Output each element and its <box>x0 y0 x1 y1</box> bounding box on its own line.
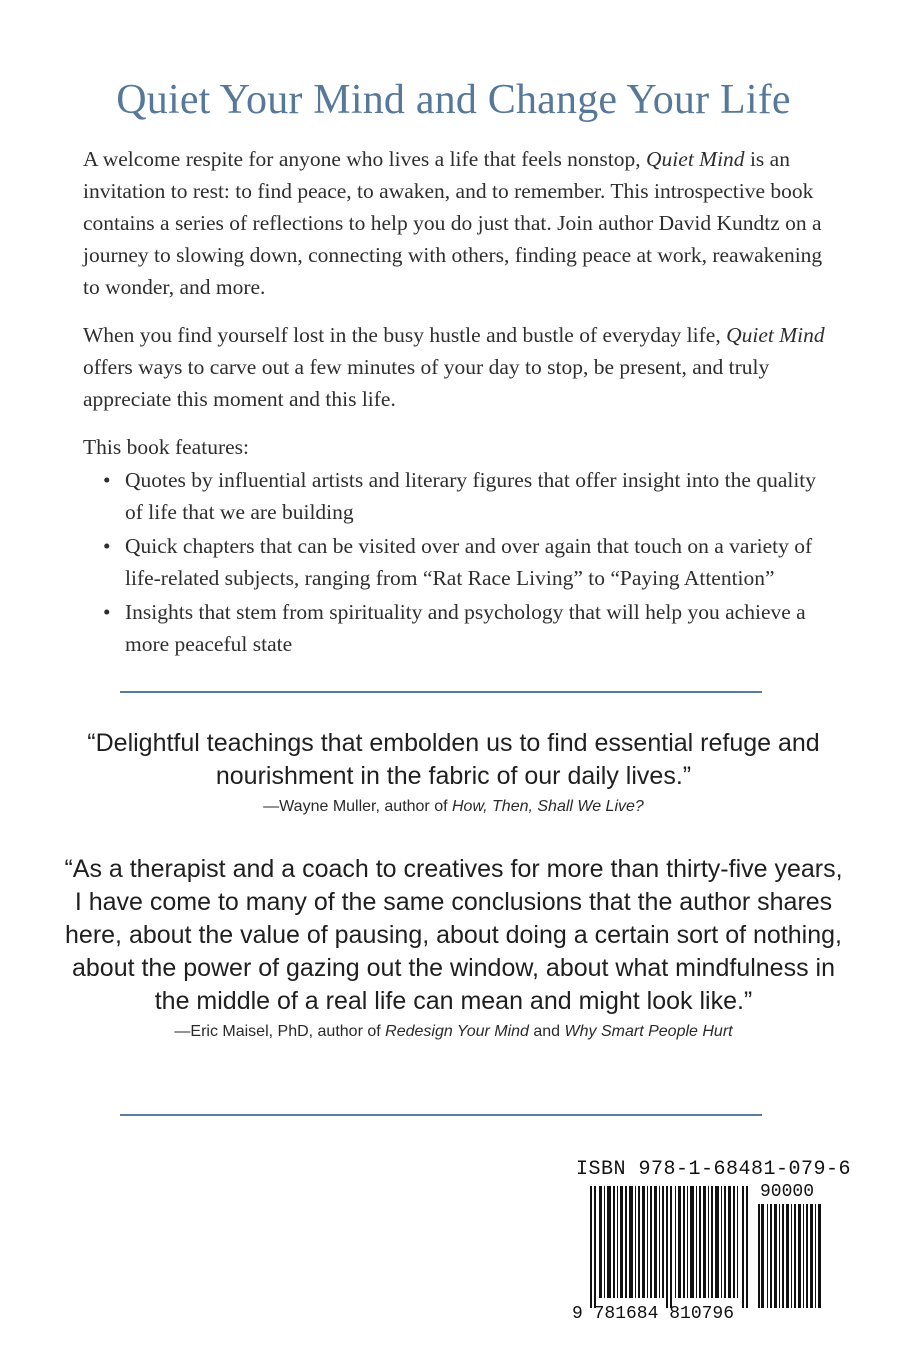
bullet-icon: • <box>103 534 111 558</box>
quote-2-book-2: Why Smart People Hurt <box>564 1023 733 1040</box>
quote-2-author: Eric Maisel <box>190 1023 269 1040</box>
quote-2-and: and <box>528 1023 565 1040</box>
description-paragraph-1 <box>83 143 828 303</box>
p2-text-end: offers ways to carve out a few minutes of your day to stop, be present, and truly appreciate this moment and this life. <box>83 355 770 411</box>
description-paragraph-2 <box>83 319 828 415</box>
quote-1-author: Wayne Muller <box>279 798 376 815</box>
feature-item <box>103 530 828 594</box>
feature-item <box>103 464 828 528</box>
feature-text: Insights that stem from spirituality and psychology that will help you achieve a more peaceful state <box>125 600 806 656</box>
barcode-addon-number: 90000 <box>760 1182 815 1202</box>
barcode-ean-digits: 9 781684 810796 <box>572 1304 735 1324</box>
feature-item <box>103 596 828 660</box>
quote-2-attribution <box>60 1020 847 1044</box>
quote-2-book-1: Redesign Your Mind <box>385 1023 529 1040</box>
quote-1-book: How, Then, Shall We Live? <box>452 798 644 815</box>
bullet-icon: • <box>103 468 111 492</box>
quote-1-author-desc: , author of <box>375 798 452 815</box>
divider-top <box>120 691 762 693</box>
features-intro: This book features: <box>83 435 249 459</box>
p2-text-start: When you find yourself lost in the busy hustle and bustle of everyday life, <box>83 323 727 347</box>
p1-book-title-italic: Quiet Mind <box>646 147 745 171</box>
p1-text-end: is an invitation to rest: to find peace, to awaken, and to remember. This introspective book contains a series of reflections to help you do just that. Join author David Kundtz on a journey to slowing down, connecting with others, finding peace at work, reawakening to wonder, and more. <box>83 147 823 299</box>
quote-2-author-desc: , PhD, author of <box>268 1023 386 1040</box>
isbn-label: ISBN 978-1-68481-079-6 <box>576 1158 852 1181</box>
barcode-addon-bars <box>758 1204 824 1308</box>
quote-1-dash: — <box>263 798 280 815</box>
endorsement-quote-1 <box>60 727 847 819</box>
p1-text-start: A welcome respite for anyone who lives a life that feels nonstop, <box>83 147 647 171</box>
feature-text: Quick chapters that can be visited over and over again that touch on a variety of life-related subjects, ranging from “Rat Race Living” to “Paying Attention” <box>125 534 813 590</box>
endorsement-quote-2 <box>60 853 847 1044</box>
isbn-barcode <box>572 1158 852 1330</box>
feature-text: Quotes by influential artists and literary figures that offer insight into the quality of life that we are building <box>125 468 817 524</box>
quote-1-text: “Delightful teachings that embolden us to find essential refuge and nourishment in the fabric of our daily lives.” <box>87 729 820 790</box>
quote-2-text: “As a therapist and a coach to creatives for more than thirty-five years, I have come to many of the same conclusions that the author shares here, about the value of pausing, about doing a certain sort of nothing, about the power of gazing out the window, about what mindfulness in the middle of a real life can mean and might look like.” <box>64 855 843 1015</box>
quote-1-attribution <box>60 795 847 819</box>
book-title: Quiet Your Mind and Change Your Life <box>116 77 791 123</box>
features-list <box>103 464 828 662</box>
barcode-main-bars <box>590 1186 750 1308</box>
quote-2-dash: — <box>174 1023 191 1040</box>
p2-book-title-italic: Quiet Mind <box>726 323 825 347</box>
divider-bottom <box>120 1114 762 1116</box>
bullet-icon: • <box>103 600 111 624</box>
